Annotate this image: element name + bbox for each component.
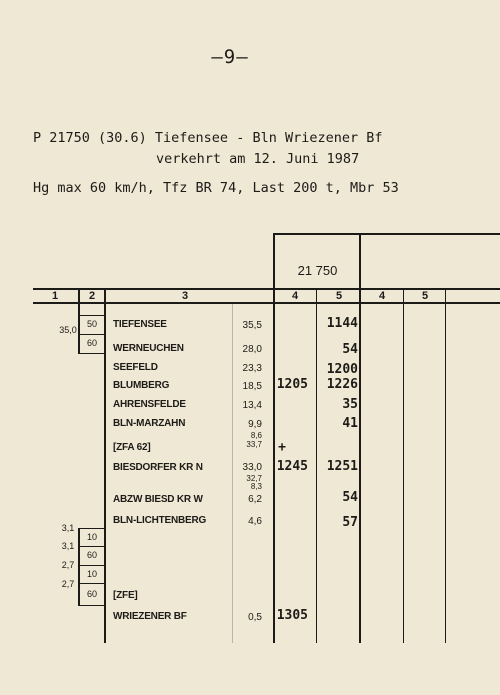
vmax-value: 10: [86, 532, 97, 542]
rule-col-2-3: [104, 288, 106, 643]
rule-train-box-left: [273, 233, 275, 288]
colnum-1: 1: [51, 290, 59, 302]
departure-time: 54: [342, 490, 358, 505]
train-number: 21 750: [297, 263, 338, 278]
rule-vmax-b1: [78, 528, 105, 529]
km-sub-value: 8,3: [250, 482, 262, 491]
km-value: 4,6: [248, 516, 262, 527]
vmax-value: 60: [86, 550, 97, 560]
col1-value: 3,1: [61, 541, 75, 551]
departure-time: 35: [342, 397, 358, 412]
km-value: 13,4: [242, 400, 262, 411]
header-route-line: P 21750 (30.6) Tiefensee - Bln Wriezener Bf: [33, 130, 383, 146]
col1-value: 3,1: [61, 523, 75, 533]
colnum-5b: 5: [421, 290, 429, 302]
vmax-value: 10: [86, 569, 97, 579]
km-sub-value: 8,6: [250, 431, 262, 440]
colnum-3: 3: [181, 290, 189, 302]
rule-vmax-mid1: [78, 334, 105, 335]
station-name: BIESDORFER KR N: [113, 462, 203, 473]
station-name: WERNEUCHEN: [113, 343, 184, 354]
station-name: BLN-MARZAHN: [113, 418, 186, 429]
rule-top-box: [273, 233, 500, 235]
rule-vmax-mid2: [78, 353, 105, 354]
col1-value: 35,0: [59, 325, 77, 335]
station-name: [ZFE]: [113, 590, 138, 601]
page-number: —9—: [211, 46, 249, 68]
km-value: 23,3: [242, 363, 262, 374]
arrival-time: 1245: [276, 459, 308, 474]
header-date-line: verkehrt am 12. Juni 1987: [156, 151, 360, 167]
km-value: 35,5: [242, 320, 262, 331]
rule-col-5-4b: [403, 288, 404, 643]
arrival-mark: +: [278, 440, 286, 455]
departure-time: 1144: [326, 316, 358, 331]
departure-time: 57: [342, 515, 358, 530]
departure-time: 54: [342, 342, 358, 357]
colnum-4: 4: [291, 290, 299, 302]
km-value: 33,0: [242, 462, 262, 473]
col1-value: 2,7: [61, 560, 75, 570]
arrival-time: 1305: [276, 608, 308, 623]
departure-time: 1200: [326, 362, 358, 377]
station-name: AHRENSFELDE: [113, 399, 186, 410]
rule-vmax-b4: [78, 583, 105, 584]
header-specs-line: Hg max 60 km/h, Tfz BR 74, Last 200 t, Mbr 53: [33, 180, 399, 196]
rule-col-4-5: [316, 288, 317, 643]
km-value: 9,9: [248, 419, 262, 430]
rule-train-box-mid: [359, 233, 361, 643]
vmax-value: 60: [86, 589, 97, 599]
km-sub-value: 33,7: [246, 440, 262, 449]
rule-vmax-top: [78, 315, 105, 316]
km-value: 6,2: [248, 494, 262, 505]
km-value: 28,0: [242, 344, 262, 355]
station-name: SEEFELD: [113, 362, 158, 373]
station-name: [ZFA 62]: [113, 442, 151, 453]
colnum-4b: 4: [378, 290, 386, 302]
km-value: 0,5: [248, 612, 262, 623]
rule-col-4b-5b: [445, 288, 446, 643]
rule-vmax-b2: [78, 546, 105, 547]
colnum-5: 5: [335, 290, 343, 302]
col1-value: 2,7: [61, 579, 75, 589]
departure-time: 1226: [326, 377, 358, 392]
rule-vmax-b3: [78, 565, 105, 566]
km-value: 18,5: [242, 381, 262, 392]
colnum-2: 2: [88, 290, 96, 302]
station-name: WRIEZENER BF: [113, 611, 187, 622]
station-name: TIEFENSEE: [113, 319, 167, 330]
rule-vmax-b5: [78, 605, 105, 606]
rule-km-left: [232, 303, 233, 643]
arrival-time: 1205: [276, 377, 308, 392]
vmax-value: 50: [86, 319, 97, 329]
km-sub-value: 32,7: [246, 474, 262, 483]
vmax-value: 60: [86, 338, 97, 348]
departure-time: 41: [342, 416, 358, 431]
station-name: ABZW BIESD KR W: [113, 494, 203, 505]
station-name: BLN-LICHTENBERG: [113, 515, 207, 526]
departure-time: 1251: [326, 459, 358, 474]
station-name: BLUMBERG: [113, 380, 170, 391]
